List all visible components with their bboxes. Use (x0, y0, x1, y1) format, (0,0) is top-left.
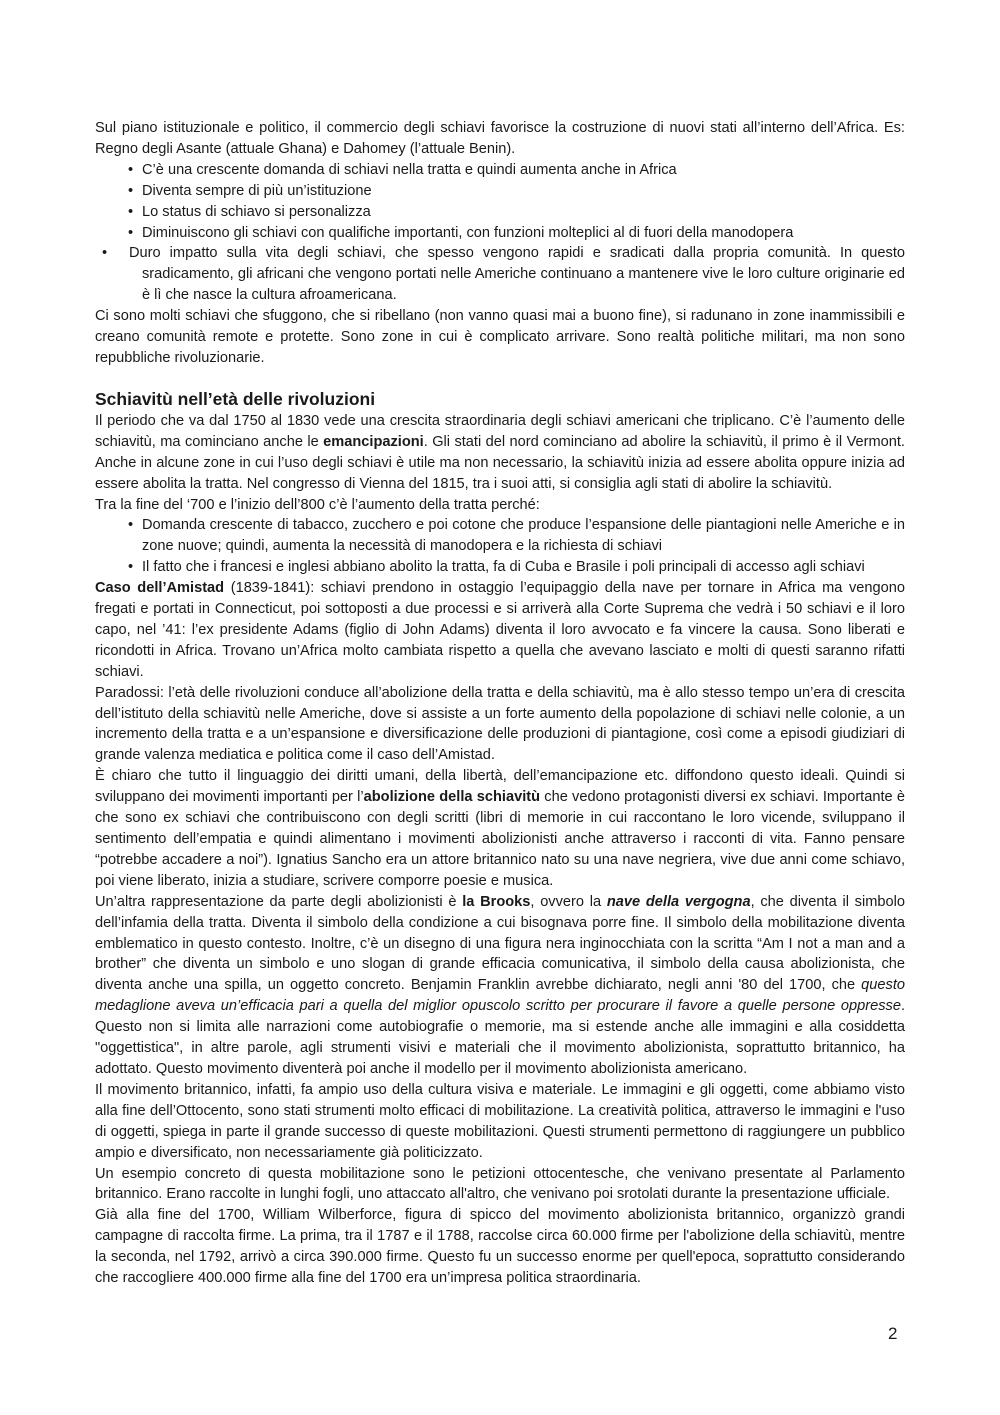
paragraph-amistad: Caso dell’Amistad (1839-1841): schiavi prendono in ostaggio l’equipaggio della nave per tornare in Africa ma vengono fregati e portati in Connecticut, poi sottoposti a due processi e si arriverà alla Corte Suprema che vedrà i 50 schiavi e il loro capo, nel ’41: l’ex presidente Adams (figlio di John Adams) diventa il loro avvocato e fa vincere la causa. Sono liberati e ricondotti in Africa. Trovano un’Africa molto cambiata rispetto a quella che avevano lasciato e molti di questi saranno rifatti schiavi. (95, 580, 906, 680)
bold-italic-term: nave della vergogna (606, 893, 751, 910)
paragraph-wilberforce: Già alla fine del 1700, William Wilberforce, figura di spicco del movimento abolizionista britannico, organizzò grandi campagne di raccolta firme. La prima, tra il 1787 e il 1788, raccolse circa 60.000 firme per l'abolizione della schiavitù, mentre la seconda, nel 1792, arrivò a circa 390.000 firme. Questo fu un successo enorme per quell'epoca, soprattutto considerando che raccogliere 400.000 firme alla fine del 1700 era un’impresa politica straordinaria. (95, 1207, 905, 1287)
bold-term: abolizione della schiavitù (363, 789, 541, 806)
section-heading: Schiavitù nell’età delle rivoluzioni (95, 388, 376, 409)
bullet-list-africa (95, 160, 905, 306)
list-item: • Domanda crescente di tabacco, zucchero e poi cotone che produce l’espansione delle piantagioni nelle Americhe e in zone nuove; quindi, aumenta la necessità di manodopera e la richiesta di schiavi (142, 515, 905, 557)
italic-quote: questo medaglione aveva un’efficacia pari a quella del miglior opuscolo scritto per procurare il favore a quelle persone oppresse (95, 977, 905, 1015)
page-content (95, 118, 905, 1289)
bold-term: emancipazioni (323, 433, 424, 450)
paragraph-intro: Sul piano istituzionale e politico, il commercio degli schiavi favorisce la costruzione di nuovi stati all’interno dell’Africa. Es: Regno degli Asante (attuale Ghana) e Dahomey (l’attuale Benin). (95, 120, 905, 157)
paragraph-visual-culture: Il movimento britannico, infatti, fa ampio uso della cultura visiva e materiale. Le immagini e gli oggetti, come abbiamo visto alla fine dell’Ottocento, sono stati strumenti molto efficaci di mobilitazione. La creatività politica, attraverso le immagini e l'uso di oggetti, spiega in parte il grande successo di queste mobilitazioni. Questi strumenti permettono di raggiungere un pubblico ampio e diversificato, non necessariamente già politicizzato. (95, 1081, 905, 1161)
bold-term: la Brooks (462, 893, 531, 910)
list-item: • Lo status di schiavo si personalizza (142, 202, 905, 223)
bullet-list-reasons (95, 515, 905, 578)
list-item: • Diventa sempre di più un’istituzione (142, 181, 905, 202)
paragraph-runaways: Ci sono molti schiavi che sfuggono, che si ribellano (non vanno quasi mai a buono fine), si radunano in zone inammissibili e creano comunità remote e protette. Sono zone in cui è complicato arrivare. Sono realtà politiche militari, ma non sono repubbliche rivoluzionarie. (95, 308, 905, 366)
paragraph-petitions: Un esempio concreto di questa mobilitazione sono le petizioni ottocentesche, che venivano presentate al Parlamento britannico. Erano raccolte in lunghi fogli, uno attaccato all'altro, che venivano poi srotolati durante la presentazione ufficiale. (95, 1165, 905, 1203)
paragraph-growth: Il periodo che va dal 1750 al 1830 vede una crescita straordinaria degli schiavi americani che triplicano. C’è l’aumento delle schiavitù, ma cominciano anche le emancipazioni. Gli stati del nord cominciano ad abolire la schiavitù, il primo è il Vermont. Anche in alcune zone in cui l’uso degli schiavi è utile ma non necessario, la schiavitù inizia ad essere abolita oppure inizia ad essere abolita la tratta. Nel congresso di Vienna del 1815, tra i suoi atti, si consiglia agli stati di abolire la schiavitù. (95, 412, 905, 492)
list-item: • Il fatto che i francesi e inglesi abbiano abolito la tratta, fa di Cuba e Brasile i poli principali di accesso agli schiavi (142, 557, 905, 578)
paragraph-trade-increase: Tra la fine del ‘700 e l’inizio dell’800 c’è l’aumento della tratta perché: (95, 496, 540, 513)
list-item: • Diminuiscono gli schiavi con qualifiche importanti, con funzioni molteplici al di fuori della manodopera (142, 223, 905, 244)
page-number: 2 (888, 1324, 898, 1343)
paragraph-abolition-movements: È chiaro che tutto il linguaggio dei diritti umani, della libertà, dell’emancipazione etc. diffondono questo ideali. Quindi si sviluppano dei movimenti importanti per l’abolizione della schiavitù che vedono protagonisti diversi ex schiavi. Importante è che sono ex schiavi che contribuiscono con degli scritti (libri di memorie in cui raccontano le loro vicende, sviluppano il sentimento dell’empatia e quindi alimentano i movimenti abolizionisti anche attraverso i racconti di vita. Fanno pensare “potrebbe accadere a noi”). Ignatius Sancho era un attore britannico nato su una nave negriera, vive due anni come schiavo, poi viene liberato, inizia a studiare, scrivere comporre poesie e musica. (95, 768, 905, 889)
paragraph-brooks: Un’altra rappresentazione da parte degli abolizionisti è la Brooks, ovvero la nave della vergogna, che diventa il simbolo dell’infamia della tratta. Diventa il simbolo della condizione a cui bisognava porre fine. Il simbolo della mobilitazione diventa emblematico in questo contesto. Inoltre, c’è un disegno di una figura nera inginocchiata con la scritta “Am I not a man and a brother” che diventa un simbolo e uno slogan di grande efficacia comunicativa, il simbolo della causa abolizionista, che diventa anche una spilla, un oggetto concreto. Benjamin Franklin avrebbe dichiarato, negli anni '80 del 1700, che questo medaglione aveva un’efficacia pari a quella del miglior opuscolo scritto per procurare il favore a quelle persone oppresse. Questo non si limita alle narrazioni come autobiografie o memorie, ma si estende anche alle immagini e alla cosiddetta "oggettistica", in altre parole, agli strumenti visivi e materiali che il movimento abolizionista, soprattutto britannico, ha adottato. Questo movimento diventerà poi anche il modello per il movimento abolizionista americano. (95, 893, 905, 1077)
list-item: • Duro impatto sulla vita degli schiavi, che spesso vengono rapidi e sradicati dalla propria comunità. In questo sradicamento, gli africani che vengono portati nelle Americhe continuano a mantenere vive le loro culture originarie ed è lì che nasce la cultura afroamericana. (129, 243, 905, 306)
list-item: • C’è una crescente domanda di schiavi nella tratta e quindi aumenta anche in Africa (142, 160, 905, 181)
bold-term: Caso dell’Amistad (95, 580, 225, 597)
paragraph-paradoxes: Paradossi: l’età delle rivoluzioni conduce all’abolizione della tratta e della schiavitù, ma è allo stesso tempo un’era di crescita dell’istituto della schiavitù nelle Americhe, dove si assiste a un forte aumento della popolazione di schiavi nelle colonie, a un incremento della tratta e a un’espansione e diversificazione delle produzioni di piantagione, così come a episodi giudiziari di grande valenza mediatica e politica come il caso dell’Amistad. (95, 684, 905, 764)
